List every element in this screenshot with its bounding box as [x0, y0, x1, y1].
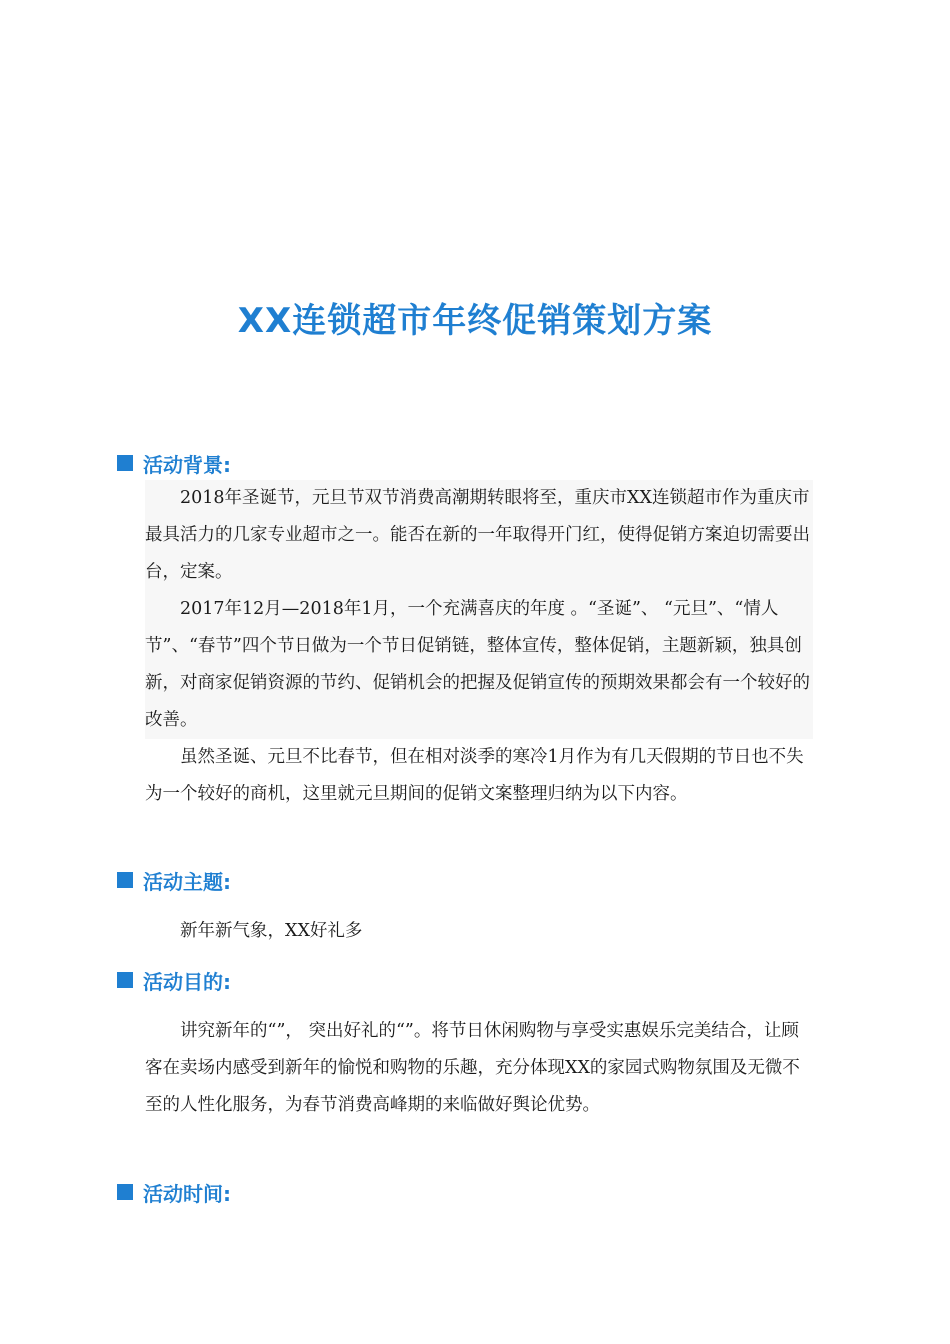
- section-heading-theme: [117, 864, 231, 896]
- section-heading-label: 活动时间:: [143, 1181, 231, 1206]
- section-heading-label: 活动背景:: [143, 452, 231, 477]
- paragraph-theme: 新年新气象，XX好礼多: [180, 921, 363, 941]
- document-title: XX连锁超市年终促销策划方案: [237, 301, 713, 341]
- square-bullet-icon: [117, 872, 133, 888]
- paragraph-background-1: 2018年圣诞节，元旦节双节消费高潮期转眼将至，重庆市XX连锁超市作为重庆市最具活力的几家专业超市之一。能否在新的一年取得开门红，使得促销方案迫切需要出台，定案。: [145, 480, 813, 591]
- paragraph-purpose: 讲究新年的“”， 突出好礼的“”。将节日休闲购物与享受实惠娱乐完美结合，让顾客在卖场内感受到新年的愉悦和购物的乐趣，充分体现XX的家园式购物氛围及无微不至的人性化服务，为春节消费高峰期的来临做好舆论优势。: [145, 1021, 800, 1115]
- section-heading-label: 活动主题:: [143, 869, 231, 894]
- section-heading-background: [117, 447, 231, 479]
- section-heading-purpose: [117, 964, 231, 996]
- square-bullet-icon: [117, 1184, 133, 1200]
- section-heading-time: [117, 1176, 231, 1208]
- paragraph-background-2: 2017年12月—2018年1月，一个充满喜庆的年度 。“圣诞”、 “元旦”、“情人节”、“春节”四个节日做为一个节日促销链，整体宣传，整体促销，主题新颖，独具创新，对商家促销资源的节约、促销机会的把握及促销宣传的预期效果都会有一个较好的改善。: [145, 591, 813, 739]
- square-bullet-icon: [117, 972, 133, 988]
- square-bullet-icon: [117, 455, 133, 471]
- section-heading-label: 活动目的:: [143, 969, 231, 994]
- paragraph-background-3: 虽然圣诞、元旦不比春节，但在相对淡季的寒冷1月作为有几天假期的节日也不失为一个较好的商机，这里就元旦期间的促销文案整理归纳为以下内容。: [145, 747, 804, 804]
